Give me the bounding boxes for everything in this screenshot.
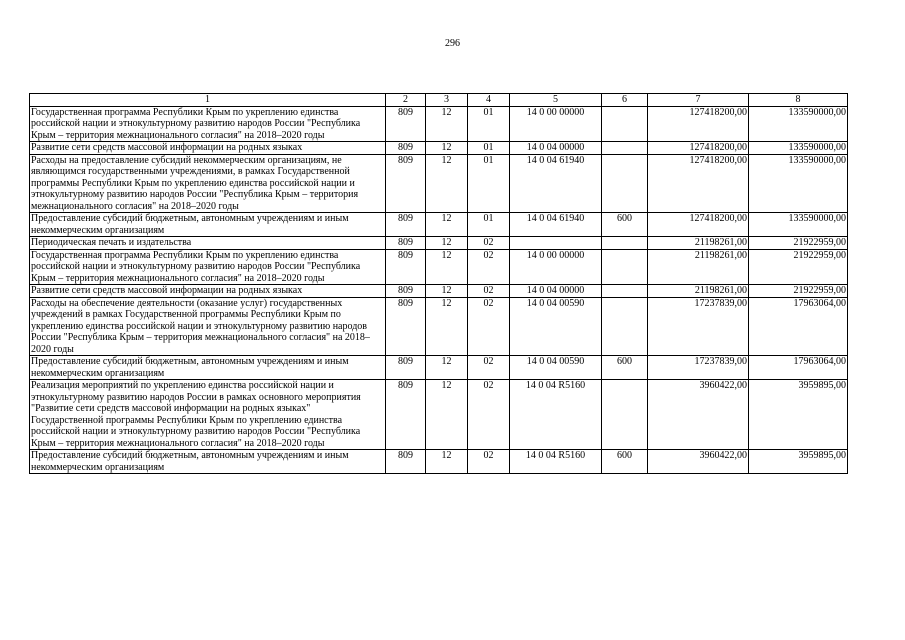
amount-year-1: 21198261,00 <box>648 285 749 298</box>
section-code: 12 <box>426 213 468 237</box>
section-code: 12 <box>426 297 468 356</box>
expense-type-code <box>602 154 648 213</box>
table-row <box>30 106 848 142</box>
column-header: 4 <box>468 94 510 107</box>
target-article-code: 14 0 04 R5160 <box>510 450 602 474</box>
target-article-code: 14 0 04 00590 <box>510 297 602 356</box>
subsection-code: 02 <box>468 450 510 474</box>
table-row <box>30 297 848 356</box>
expense-type-code: 600 <box>602 356 648 380</box>
ministry-code: 809 <box>386 213 426 237</box>
subsection-code: 02 <box>468 297 510 356</box>
ministry-code: 809 <box>386 142 426 155</box>
row-name: Предоставление субсидий бюджетным, автономным учреждениям и иным некоммерческим организациям <box>30 450 386 474</box>
section-code: 12 <box>426 285 468 298</box>
ministry-code: 809 <box>386 154 426 213</box>
page-number: 296 <box>445 38 460 49</box>
ministry-code: 809 <box>386 297 426 356</box>
ministry-code: 809 <box>386 380 426 450</box>
column-header: 7 <box>648 94 749 107</box>
amount-year-2: 17963064,00 <box>749 356 848 380</box>
subsection-code: 01 <box>468 213 510 237</box>
subsection-code: 01 <box>468 106 510 142</box>
section-code: 12 <box>426 249 468 285</box>
row-name: Развитие сети средств массовой информации на родных языках <box>30 285 386 298</box>
amount-year-2: 133590000,00 <box>749 213 848 237</box>
table-row <box>30 285 848 298</box>
amount-year-2: 3959895,00 <box>749 380 848 450</box>
amount-year-2: 21922959,00 <box>749 285 848 298</box>
expense-type-code <box>602 297 648 356</box>
table-row <box>30 213 848 237</box>
table-row <box>30 380 848 450</box>
expense-type-code <box>602 380 648 450</box>
column-header: 5 <box>510 94 602 107</box>
target-article-code: 14 0 04 R5160 <box>510 380 602 450</box>
expense-type-code <box>602 106 648 142</box>
section-code: 12 <box>426 106 468 142</box>
section-code: 12 <box>426 450 468 474</box>
subsection-code: 01 <box>468 154 510 213</box>
amount-year-2: 21922959,00 <box>749 249 848 285</box>
target-article-code: 14 0 04 00000 <box>510 142 602 155</box>
row-name: Расходы на предоставление субсидий некоммерческим организациям, не являющимся государственными учреждениями, в рамках Государственной программы Республики Крым по укреплению единства российской нации и этнокультурному развитию народов России "Республика Крым – территория межнационального согласия" на 2018–2020 годы <box>30 154 386 213</box>
column-header: 2 <box>386 94 426 107</box>
amount-year-1: 127418200,00 <box>648 154 749 213</box>
target-article-code: 14 0 04 61940 <box>510 154 602 213</box>
expense-type-code <box>602 142 648 155</box>
table-row <box>30 356 848 380</box>
target-article-code: 14 0 04 00000 <box>510 285 602 298</box>
row-name: Государственная программа Республики Крым по укреплению единства российской нации и этнокультурному развитию народов России "Республика Крым – территория межнационального согласия" на 2018–2020 годы <box>30 106 386 142</box>
amount-year-1: 21198261,00 <box>648 237 749 250</box>
target-article-code: 14 0 04 00590 <box>510 356 602 380</box>
table-row <box>30 249 848 285</box>
row-name: Периодическая печать и издательства <box>30 237 386 250</box>
amount-year-2: 133590000,00 <box>749 106 848 142</box>
subsection-code: 01 <box>468 142 510 155</box>
ministry-code: 809 <box>386 106 426 142</box>
ministry-code: 809 <box>386 285 426 298</box>
table-row <box>30 237 848 250</box>
section-code: 12 <box>426 237 468 250</box>
target-article-code: 14 0 04 61940 <box>510 213 602 237</box>
section-code: 12 <box>426 380 468 450</box>
row-name: Расходы на обеспечение деятельности (оказание услуг) государственных учреждений в рамках Государственной программы Республики Крым по укреплению единства российской нации и этнокультурному развитию народов России "Республика Крым – территория межнационального согласия" на 2018–2020 годы <box>30 297 386 356</box>
amount-year-2: 3959895,00 <box>749 450 848 474</box>
target-article-code <box>510 237 602 250</box>
row-name: Предоставление субсидий бюджетным, автономным учреждениям и иным некоммерческим организациям <box>30 356 386 380</box>
section-code: 12 <box>426 142 468 155</box>
table-row <box>30 142 848 155</box>
expense-type-code <box>602 285 648 298</box>
table-row <box>30 154 848 213</box>
subsection-code: 02 <box>468 237 510 250</box>
subsection-code: 02 <box>468 285 510 298</box>
ministry-code: 809 <box>386 356 426 380</box>
row-name: Реализация мероприятий по укреплению единства российской нации и этнокультурному развитию народов России в рамках основного мероприятия "Развитие сети средств массовой информации на родных языках" Государственной программы Республики Крым по укреплению единства российской нации и этнокультурному развитию народов России "Республика Крым – территория межнационального согласия" на 2018–2020 годы <box>30 380 386 450</box>
amount-year-2: 17963064,00 <box>749 297 848 356</box>
column-header: 1 <box>30 94 386 107</box>
subsection-code: 02 <box>468 380 510 450</box>
column-header: 3 <box>426 94 468 107</box>
amount-year-2: 133590000,00 <box>749 154 848 213</box>
row-name: Государственная программа Республики Крым по укреплению единства российской нации и этнокультурному развитию народов России "Республика Крым – территория межнационального согласия" на 2018–2020 годы <box>30 249 386 285</box>
expense-type-code <box>602 237 648 250</box>
expense-type-code <box>602 249 648 285</box>
column-header: 8 <box>749 94 848 107</box>
amount-year-2: 133590000,00 <box>749 142 848 155</box>
amount-year-1: 3960422,00 <box>648 380 749 450</box>
column-header: 6 <box>602 94 648 107</box>
ministry-code: 809 <box>386 237 426 250</box>
amount-year-1: 21198261,00 <box>648 249 749 285</box>
subsection-code: 02 <box>468 356 510 380</box>
section-code: 12 <box>426 154 468 213</box>
ministry-code: 809 <box>386 450 426 474</box>
expense-type-code: 600 <box>602 213 648 237</box>
expense-type-code: 600 <box>602 450 648 474</box>
amount-year-1: 17237839,00 <box>648 297 749 356</box>
amount-year-1: 127418200,00 <box>648 106 749 142</box>
table-row <box>30 450 848 474</box>
amount-year-2: 21922959,00 <box>749 237 848 250</box>
section-code: 12 <box>426 356 468 380</box>
amount-year-1: 17237839,00 <box>648 356 749 380</box>
amount-year-1: 127418200,00 <box>648 213 749 237</box>
row-name: Развитие сети средств массовой информации на родных языках <box>30 142 386 155</box>
amount-year-1: 127418200,00 <box>648 142 749 155</box>
row-name: Предоставление субсидий бюджетным, автономным учреждениям и иным некоммерческим организациям <box>30 213 386 237</box>
budget-table <box>29 93 848 474</box>
amount-year-1: 3960422,00 <box>648 450 749 474</box>
ministry-code: 809 <box>386 249 426 285</box>
target-article-code: 14 0 00 00000 <box>510 249 602 285</box>
target-article-code: 14 0 00 00000 <box>510 106 602 142</box>
subsection-code: 02 <box>468 249 510 285</box>
table-header-row <box>30 94 848 107</box>
